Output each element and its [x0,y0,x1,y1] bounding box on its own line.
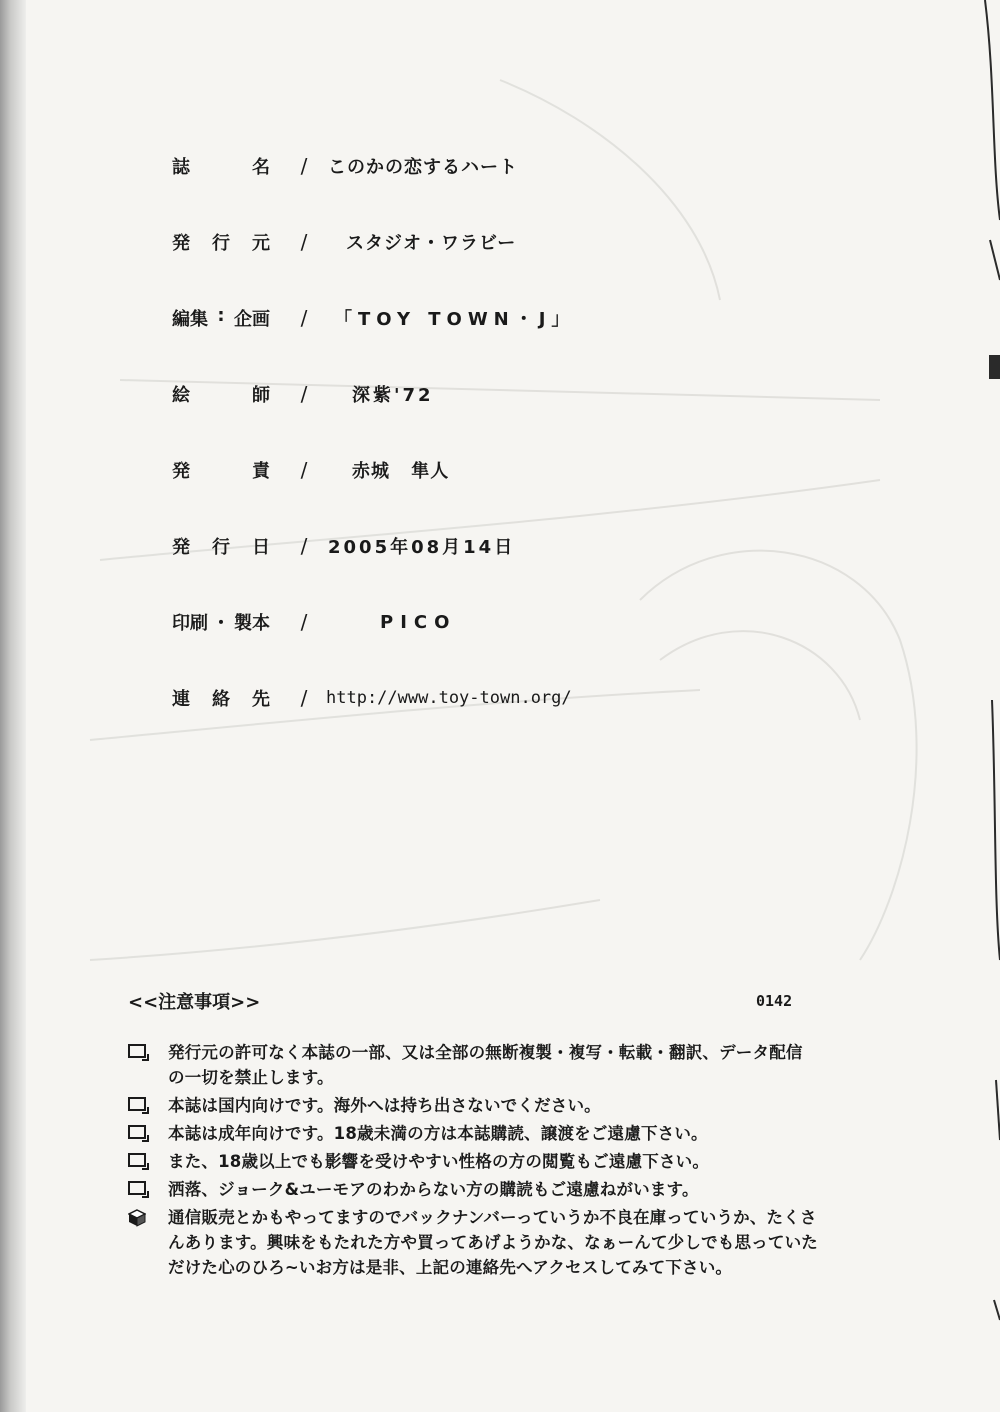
notes-list [128,1040,818,1283]
cube-icon [128,1209,146,1227]
checkbox-icon [128,1097,146,1111]
note-text: 発行元の許可なく本誌の一部、又は全部の無断複製・複写・転載・翻訳、データ配信の一切を禁止します。 [168,1043,803,1087]
row-label: 編集 : 企画 [172,305,270,330]
list-item [128,1149,818,1174]
colophon-row-printing [172,604,456,640]
colophon-row-responsible [172,452,449,488]
cube-icon-graphic [128,1209,146,1227]
list-item [128,1093,818,1118]
slash-separator: / [300,610,308,634]
notes-heading: <<注意事項>> [128,992,261,1013]
artist-value: 深紫'72 [352,385,434,406]
list-item [128,1177,818,1202]
checkbox-icon [128,1044,146,1058]
checkbox-icon [128,1125,146,1139]
row-label: 印刷 ・ 製本 [172,613,270,634]
row-label: 誌 名 [172,157,270,178]
slash-separator: / [300,534,308,558]
page-number: 0142 [756,992,793,1010]
list-item [128,1040,818,1090]
note-text: 本誌は国内向けです。海外へは持ち出さないでください。 [168,1096,601,1115]
row-label: 連 絡 先 [172,689,270,710]
slash-separator: / [300,154,308,178]
row-label: 絵 師 [172,385,270,406]
contact-url[interactable]: http://www.toy-town.org/ [326,688,572,708]
colophon-row-publisher [172,224,516,260]
slash-separator: / [300,230,308,254]
publisher-value: スタジオ・ワラビー [346,233,517,254]
colophon-row-artist [172,376,434,412]
slash-separator: / [300,686,308,710]
colophon-row-date [172,528,515,564]
slash-separator: / [300,382,308,406]
editing-value: 「TOY TOWN・J」 [334,309,576,330]
list-item [128,1121,818,1146]
list-item [128,1205,818,1280]
note-text: 本誌は成年向けです。18歳未満の方は本誌購読、譲渡をご遠慮下さい。 [168,1124,708,1143]
note-text: 洒落、ジョーク&ユーモアのわからない方の購読もご遠慮ねがいます。 [168,1180,699,1199]
colophon-row-editing [172,300,575,336]
date-value: 2005年08月14日 [328,537,516,558]
note-text: また、18歳以上でも影響を受けやすい性格の方の閲覧もご遠慮下さい。 [168,1152,710,1171]
row-label: 発 行 元 [172,233,270,254]
row-label: 発 責 [172,461,270,482]
slash-separator: / [300,306,308,330]
responsible-value: 赤城 隼人 [352,461,450,482]
note-text: 通信販売とかもやってますのでバックナンバーっていうか不良在庫っていうか、たくさんあります。興味をもたれた方や買ってあげようかな、なぁーんて少しでも思っていただけた心のひろ~いお方は是非、上記の連絡先へアクセスしてみて下さい。 [168,1208,818,1277]
colophon-row-contact [172,680,572,716]
printing-value: PICO [380,611,457,633]
colophon-row-title [172,148,518,184]
row-label: 発 行 日 [172,537,270,558]
spine-shadow [0,0,26,1412]
checkbox-icon [128,1181,146,1195]
checkbox-icon [128,1153,146,1167]
title-value: このかの恋するハート [328,157,518,178]
slash-separator: / [300,458,308,482]
